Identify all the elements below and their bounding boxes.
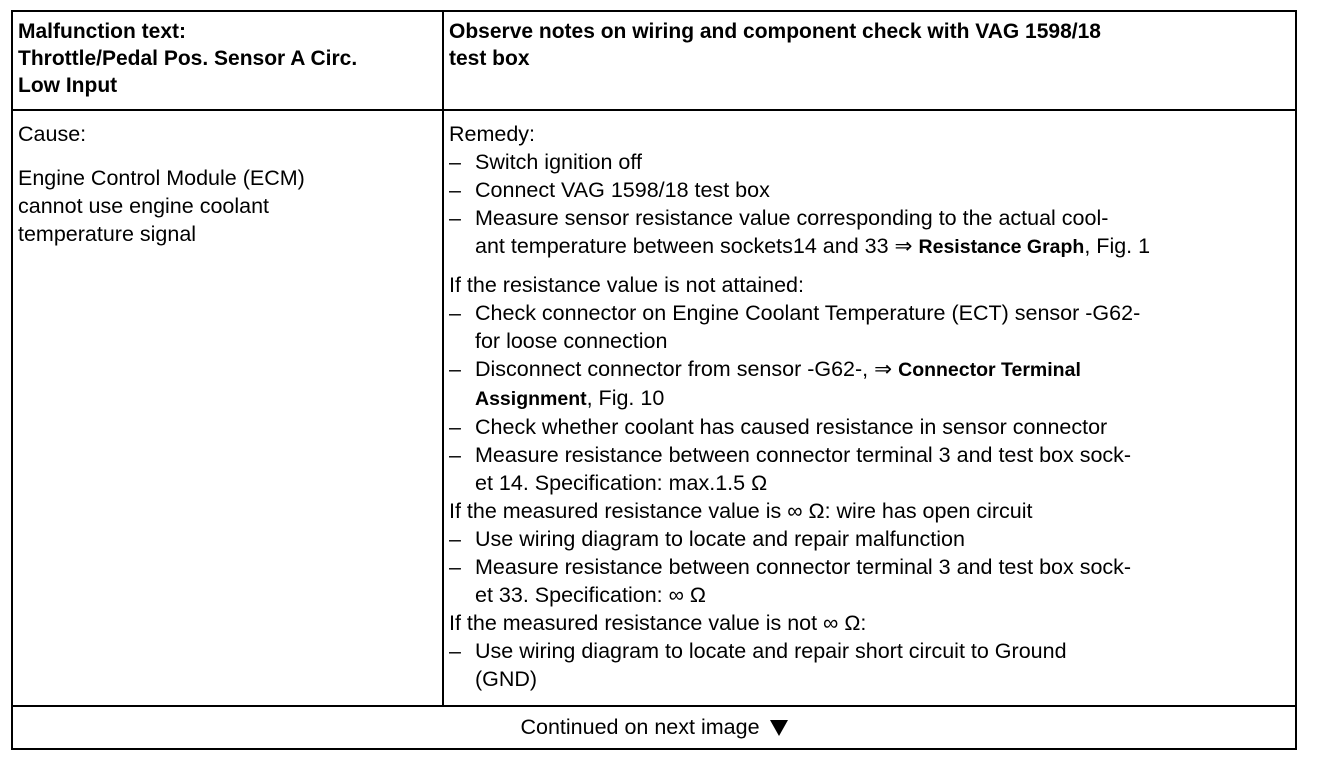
cause-line: Engine Control Module (ECM) xyxy=(18,166,305,190)
continued-text: Continued on next image xyxy=(520,715,760,739)
remedy-step xyxy=(449,176,1294,204)
cause-cell xyxy=(18,120,438,248)
malfunction-label: Malfunction text: xyxy=(18,20,186,43)
step-text: for loose connection xyxy=(475,329,668,353)
connector-terminal-link[interactable]: Connector Terminal xyxy=(898,359,1081,381)
step-text: Use wiring diagram to locate and repair short circuit to Ground xyxy=(475,639,1067,663)
figure-ref: , Fig. 10 xyxy=(586,386,665,410)
malfunction-text-header xyxy=(18,18,438,99)
step-text: et 14. Specification: max.1.5 Ω xyxy=(475,471,768,495)
header-divider xyxy=(13,109,1295,111)
malfunction-title-line2: Low Input xyxy=(18,74,118,97)
remedy-step xyxy=(449,553,1294,609)
remedy-cell xyxy=(449,120,1294,693)
step-dash: – xyxy=(449,555,461,579)
step-text: ant temperature between sockets14 and 33 ⇒ xyxy=(475,234,913,258)
remedy-step xyxy=(449,637,1294,693)
figure-ref: , Fig. 1 xyxy=(1084,234,1151,258)
step-text: Switch ignition off xyxy=(475,150,642,174)
step-text: Measure resistance between connector terminal 3 and test box sock- xyxy=(475,555,1132,579)
step-dash: – xyxy=(449,639,461,663)
remedy-step xyxy=(449,204,1294,261)
remedy-step xyxy=(449,441,1294,497)
step-text: Disconnect connector from sensor -G62-, ⇒ xyxy=(475,357,893,381)
step-dash: – xyxy=(449,443,461,467)
down-triangle-icon xyxy=(770,720,788,736)
step-dash: – xyxy=(449,206,461,230)
remedy-step xyxy=(449,355,1294,413)
remedy-label: Remedy: xyxy=(449,122,536,146)
step-dash: – xyxy=(449,178,461,202)
column-divider xyxy=(442,12,444,705)
cause-line: cannot use engine coolant xyxy=(18,194,270,218)
step-dash: – xyxy=(449,357,461,381)
remedy-step xyxy=(449,299,1294,355)
observe-notes-line1: Observe notes on wiring and component check with VAG 1598/18 xyxy=(449,20,1101,43)
step-dash: – xyxy=(449,527,461,551)
step-text: Measure sensor resistance value corresponding to the actual cool- xyxy=(475,206,1109,230)
step-text: (GND) xyxy=(475,667,538,691)
step-text: Check whether coolant has caused resistance in sensor connector xyxy=(475,415,1108,439)
remedy-step xyxy=(449,413,1294,441)
step-text: Measure resistance between connector terminal 3 and test box sock- xyxy=(475,443,1132,467)
step-dash: – xyxy=(449,415,461,439)
observe-notes-line2: test box xyxy=(449,47,530,70)
remedy-step xyxy=(449,148,1294,176)
resistance-graph-link[interactable]: Resistance Graph xyxy=(918,236,1085,258)
step-text: Connect VAG 1598/18 test box xyxy=(475,178,770,202)
remedy-step xyxy=(449,525,1294,553)
cause-label: Cause: xyxy=(18,122,87,146)
continued-footer xyxy=(13,707,1295,748)
cause-line: temperature signal xyxy=(18,222,197,246)
step-text: Use wiring diagram to locate and repair malfunction xyxy=(475,527,965,551)
condition-text: If the resistance value is not attained: xyxy=(449,273,804,297)
step-dash: – xyxy=(449,301,461,325)
condition-text: If the measured resistance value is not ∞ Ω: xyxy=(449,611,867,635)
step-text: Check connector on Engine Coolant Temperature (ECT) sensor -G62- xyxy=(475,301,1141,325)
step-dash: – xyxy=(449,150,461,174)
assignment-link[interactable]: Assignment xyxy=(475,388,587,410)
condition-text: If the measured resistance value is ∞ Ω: wire has open circuit xyxy=(449,499,1033,523)
step-text: et 33. Specification: ∞ Ω xyxy=(475,583,706,607)
observe-notes-header xyxy=(449,18,1289,72)
malfunction-title-line1: Throttle/Pedal Pos. Sensor A Circ. xyxy=(18,47,358,70)
diagnostic-table xyxy=(11,10,1297,750)
